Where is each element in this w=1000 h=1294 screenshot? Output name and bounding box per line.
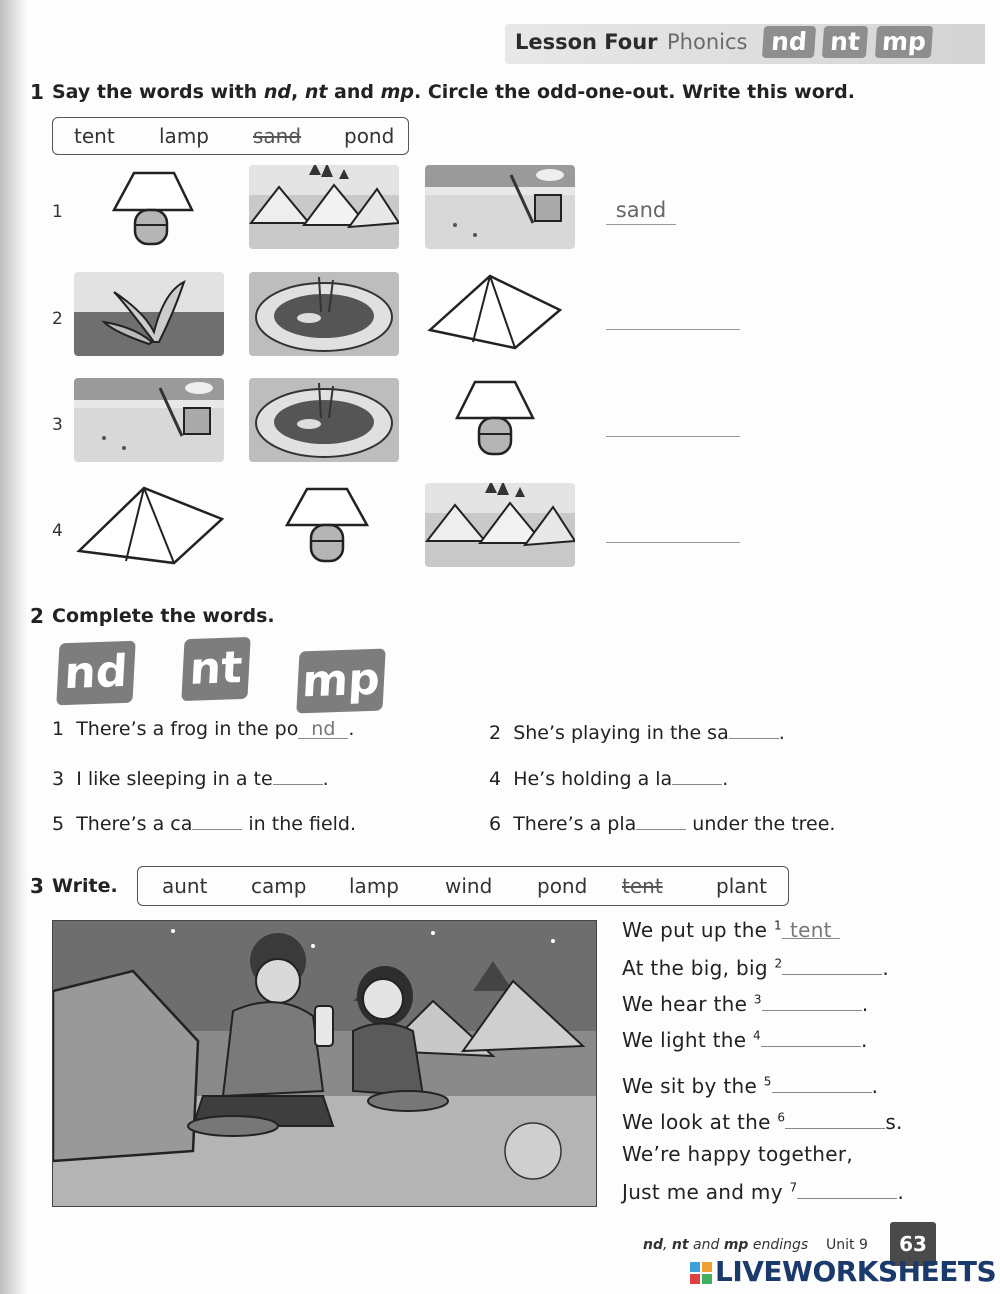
sentence-5: 5 There’s a ca in the field. — [52, 809, 356, 835]
tents-icon[interactable] — [425, 483, 575, 567]
exercise-2-number: 2 — [30, 604, 44, 628]
sentence-1-blank[interactable]: nd — [298, 718, 348, 739]
row-1-answer[interactable]: sand — [606, 198, 676, 225]
word-wind: wind — [445, 874, 493, 898]
sand-icon[interactable] — [74, 378, 224, 462]
word-lamp: lamp — [349, 874, 399, 898]
row-1-number: 1 — [52, 202, 63, 222]
word-aunt: aunt — [162, 874, 208, 898]
poem-blank-2[interactable] — [782, 954, 882, 975]
row-3-number: 3 — [52, 415, 63, 435]
poem-line-3: We hear the $^3$ . — [622, 992, 869, 1016]
row-2-number: 2 — [52, 309, 63, 329]
tent-icon[interactable] — [74, 483, 224, 567]
footer-unit: Unit 9 — [826, 1237, 868, 1253]
ending-tag-nd: nd — [56, 641, 135, 706]
lamp-icon[interactable] — [74, 165, 224, 249]
exercise-3-number: 3 — [30, 874, 44, 898]
word-tent-crossed: tent — [622, 874, 663, 898]
liveworksheets-grid-icon — [690, 1262, 712, 1284]
sentence-4: 4 He’s holding a la . — [489, 764, 728, 790]
ending-tag-nt: nt — [181, 637, 250, 701]
camping-scene-illustration — [52, 920, 597, 1207]
liveworksheets-logo[interactable] — [690, 1255, 996, 1288]
sentence-5-blank[interactable] — [192, 809, 242, 830]
word-pond: pond — [537, 874, 588, 898]
lamp-icon[interactable] — [425, 378, 575, 462]
footer-topic: nd, nt and mp endings — [643, 1237, 809, 1253]
poem-line-2: At the big, big $^2$ . — [622, 956, 890, 980]
sentence-6-blank[interactable] — [636, 809, 686, 830]
sentence-3-blank[interactable] — [273, 764, 323, 785]
word-pond: pond — [344, 124, 395, 148]
exercise-3-instruction: Write. — [52, 875, 118, 897]
word-camp: camp — [251, 874, 307, 898]
exercise-1-number: 1 — [30, 80, 44, 104]
poem-blank-7[interactable] — [797, 1178, 897, 1199]
page-edge-shadow — [0, 0, 28, 1294]
exercise-1-instruction: Say the words with nd, nt and mp. Circle the odd-one-out. Write this word. — [52, 81, 855, 103]
sentence-2-blank[interactable] — [729, 718, 779, 739]
lamp-icon[interactable] — [249, 483, 399, 567]
sentence-2: 2 She’s playing in the sa . — [489, 718, 785, 744]
poem-blank-5[interactable] — [772, 1072, 872, 1093]
sentence-1: 1 There’s a frog in the po nd . — [52, 718, 355, 740]
header-tag-mp: mp — [875, 26, 933, 58]
liveworksheets-wordmark: LIVEWORKSHEETS — [715, 1255, 997, 1288]
poem-line-1: We put up the $^1$ tent — [622, 918, 840, 942]
sentence-6: 6 There’s a pla under the tree. — [489, 809, 835, 835]
word-lamp: lamp — [159, 124, 209, 148]
poem-line-8: Just me and my $^7$ . — [622, 1180, 905, 1204]
sentence-3: 3 I like sleeping in a te . — [52, 764, 329, 790]
poem-blank-1[interactable]: tent — [782, 918, 840, 939]
lesson-title: Lesson Four — [515, 30, 658, 54]
row-4-answer[interactable] — [606, 516, 740, 543]
exercise-1-word-box — [52, 117, 409, 155]
poem-line-7: We’re happy together, — [622, 1142, 854, 1166]
pond-icon[interactable] — [249, 378, 399, 462]
poem-blank-3[interactable] — [762, 990, 862, 1011]
sentence-4-blank[interactable] — [672, 764, 722, 785]
header-tag-nt: nt — [822, 26, 868, 58]
plant-icon[interactable] — [74, 272, 224, 356]
row-3-answer[interactable] — [606, 410, 740, 437]
poem-blank-4[interactable] — [761, 1026, 861, 1047]
poem-line-4: We light the $^4$ . — [622, 1028, 868, 1052]
poem-line-6: We look at the $^6$ s. — [622, 1110, 903, 1134]
sand-icon[interactable] — [425, 165, 575, 249]
exercise-2-instruction: Complete the words. — [52, 605, 275, 627]
header-tag-nd: nd — [762, 26, 816, 58]
word-plant: plant — [716, 874, 768, 898]
word-tent: tent — [74, 124, 115, 148]
word-sand-crossed: sand — [253, 124, 302, 148]
exercise-3-word-box — [137, 866, 789, 906]
row-4-number: 4 — [52, 521, 63, 541]
poem-blank-6[interactable] — [785, 1108, 885, 1129]
phonics-label: Phonics — [667, 30, 748, 54]
poem-line-5: We sit by the $^5$ . — [622, 1074, 879, 1098]
tent-icon[interactable] — [425, 272, 575, 356]
ending-tag-mp: mp — [296, 649, 385, 714]
tents-icon[interactable] — [249, 165, 399, 249]
page-number: 63 — [890, 1222, 936, 1266]
row-2-answer[interactable] — [606, 303, 740, 330]
pond-icon[interactable] — [249, 272, 399, 356]
